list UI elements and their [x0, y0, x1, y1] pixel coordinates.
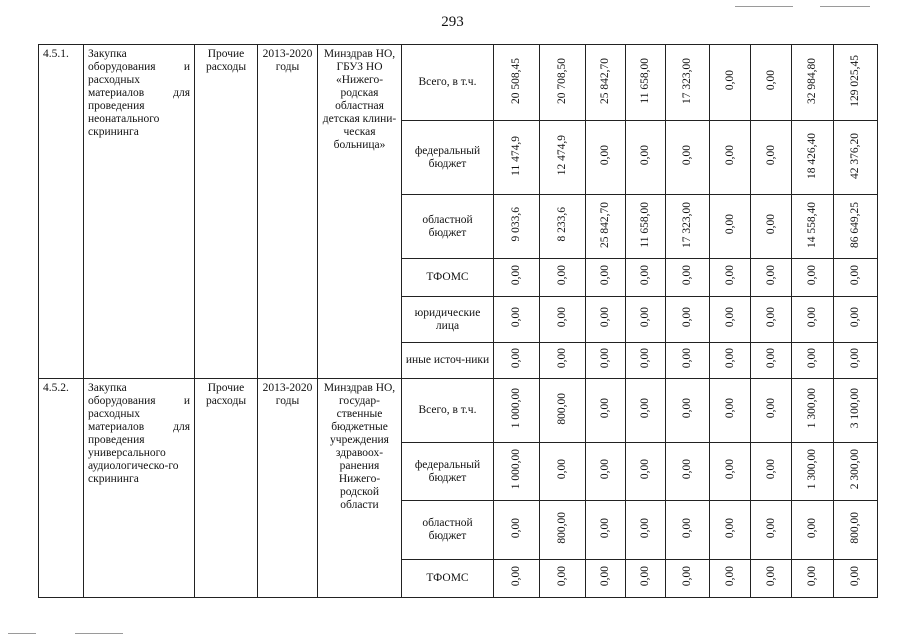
- value-cell: [494, 379, 540, 443]
- value-cell: [710, 443, 751, 501]
- value-cell: [834, 297, 878, 343]
- value-cell: [666, 379, 710, 443]
- value-cell: [666, 259, 710, 297]
- value-text: 0,00: [764, 348, 777, 369]
- executor: Минздрав НО, ГБУЗ НО «Нижего-родская областная детская клини-ческая больница»: [318, 45, 402, 379]
- value-text: 0,00: [764, 459, 777, 480]
- value-text: 25 842,70: [599, 201, 611, 248]
- value-cell: [540, 379, 586, 443]
- value-text: 0,00: [639, 459, 651, 480]
- value-text: 0,00: [681, 307, 693, 328]
- value-text: 1 300,00: [806, 449, 818, 490]
- value-text: 0,00: [723, 214, 736, 235]
- value-text: 0,00: [764, 307, 777, 328]
- scan-line: [820, 6, 870, 7]
- value-text: 0,00: [510, 566, 522, 587]
- funding-source: иные источ-ники: [402, 343, 494, 379]
- value-text: 0,00: [723, 459, 736, 480]
- value-text: 9 033,6: [510, 207, 522, 242]
- value-cell: [751, 259, 792, 297]
- funding-source: федеральный бюджет: [402, 443, 494, 501]
- value-cell: [792, 297, 834, 343]
- value-cell: [626, 297, 666, 343]
- value-text: 11 474,9: [510, 135, 522, 176]
- value-cell: [751, 501, 792, 560]
- value-text: 12 474,9: [556, 135, 568, 176]
- value-text: 0,00: [723, 517, 736, 539]
- value-cell: [666, 443, 710, 501]
- value-cell: [586, 195, 626, 259]
- value-text: 0,00: [681, 145, 693, 166]
- value-text: 0,00: [556, 566, 568, 587]
- value-cell: [834, 343, 878, 379]
- value-cell: [834, 45, 878, 121]
- value-cell: [540, 259, 586, 297]
- value-text: 1 300,00: [806, 388, 818, 429]
- value-text: 0,00: [599, 348, 611, 369]
- value-text: 8 233,6: [556, 207, 568, 242]
- value-text: 0,00: [510, 348, 522, 369]
- funding-source: ТФОМС: [402, 560, 494, 598]
- value-text: 0,00: [639, 145, 651, 166]
- value-text: 0,00: [639, 265, 651, 286]
- value-text: 0,00: [639, 348, 651, 369]
- value-text: 0,00: [639, 398, 651, 419]
- value-cell: [666, 121, 710, 195]
- scan-line: [75, 633, 123, 634]
- value-text: 0,00: [764, 566, 777, 587]
- value-text: 0,00: [510, 517, 522, 539]
- value-cell: [626, 501, 666, 560]
- value-text: 0,00: [764, 145, 777, 166]
- value-text: 0,00: [723, 70, 736, 91]
- value-cell: [626, 195, 666, 259]
- value-cell: [626, 343, 666, 379]
- budget-table: [38, 44, 878, 598]
- value-cell: [834, 560, 878, 598]
- value-cell: [494, 45, 540, 121]
- value-cell: [626, 259, 666, 297]
- value-cell: [540, 560, 586, 598]
- funding-source: ТФОМС: [402, 259, 494, 297]
- value-text: 800,00: [556, 512, 568, 544]
- value-cell: [586, 297, 626, 343]
- value-text: 86 649,25: [849, 201, 861, 248]
- expense-type: Прочие расходы: [195, 379, 258, 598]
- value-text: 17 323,00: [681, 201, 693, 248]
- period-years: 2013-2020 годы: [258, 45, 318, 379]
- value-text: 0,00: [849, 566, 861, 587]
- value-cell: [494, 297, 540, 343]
- funding-source: юридические лица: [402, 297, 494, 343]
- value-cell: [540, 121, 586, 195]
- value-cell: [710, 195, 751, 259]
- value-text: 0,00: [806, 517, 818, 539]
- value-cell: [834, 501, 878, 560]
- value-text: 0,00: [723, 398, 736, 419]
- value-text: 0,00: [723, 348, 736, 369]
- value-text: 0,00: [849, 265, 861, 286]
- value-cell: [710, 343, 751, 379]
- value-text: 0,00: [681, 265, 693, 286]
- value-text: 0,00: [806, 566, 818, 587]
- value-cell: [834, 121, 878, 195]
- executor: Минздрав НО, государ-ственные бюджетные учреждения здравоох-ранения Нижего-родской области: [318, 379, 402, 598]
- expense-type: Прочие расходы: [195, 45, 258, 379]
- table-row: [39, 45, 878, 121]
- value-text: 129 025,45: [849, 54, 861, 107]
- value-cell: [666, 501, 710, 560]
- value-text: 0,00: [681, 566, 693, 587]
- page-number: 293: [441, 14, 464, 30]
- value-text: 0,00: [681, 398, 693, 419]
- value-cell: [494, 259, 540, 297]
- value-text: 0,00: [639, 307, 651, 328]
- value-text: 0,00: [599, 145, 611, 166]
- value-cell: [792, 259, 834, 297]
- item-name: Закупка оборудования и расходных материалов для проведения универсального аудиологическо-го скрининга: [84, 379, 195, 598]
- value-cell: [710, 297, 751, 343]
- value-text: 0,00: [599, 459, 611, 480]
- value-cell: [834, 195, 878, 259]
- value-cell: [494, 560, 540, 598]
- value-text: 0,00: [764, 214, 777, 235]
- funding-source: областной бюджет: [402, 501, 494, 560]
- value-cell: [751, 560, 792, 598]
- value-cell: [710, 379, 751, 443]
- period-years: 2013-2020 годы: [258, 379, 318, 598]
- value-text: 1 000,00: [510, 388, 522, 429]
- value-cell: [666, 560, 710, 598]
- value-cell: [626, 560, 666, 598]
- value-text: 25 842,70: [599, 57, 611, 104]
- value-cell: [834, 443, 878, 501]
- value-text: 800,00: [556, 392, 568, 425]
- value-cell: [494, 501, 540, 560]
- value-cell: [710, 501, 751, 560]
- value-text: 0,00: [723, 307, 736, 328]
- value-text: 0,00: [764, 398, 777, 419]
- value-text: 14 558,40: [806, 201, 818, 248]
- value-text: 0,00: [723, 566, 736, 587]
- value-cell: [540, 443, 586, 501]
- value-cell: [834, 259, 878, 297]
- value-cell: [494, 195, 540, 259]
- value-text: 20 708,50: [556, 57, 568, 104]
- value-text: 0,00: [764, 517, 777, 539]
- value-cell: [751, 121, 792, 195]
- value-cell: [751, 379, 792, 443]
- value-text: 0,00: [599, 265, 611, 286]
- scan-line: [735, 6, 793, 7]
- value-cell: [586, 379, 626, 443]
- value-cell: [626, 121, 666, 195]
- table-row: [39, 379, 878, 443]
- value-cell: [626, 379, 666, 443]
- value-cell: [586, 121, 626, 195]
- value-text: 0,00: [723, 265, 736, 286]
- value-text: 0,00: [510, 265, 522, 286]
- value-cell: [792, 121, 834, 195]
- value-text: 0,00: [723, 145, 736, 166]
- value-cell: [792, 45, 834, 121]
- value-cell: [792, 379, 834, 443]
- value-cell: [792, 560, 834, 598]
- value-cell: [834, 379, 878, 443]
- funding-source: областной бюджет: [402, 195, 494, 259]
- value-text: 0,00: [599, 517, 611, 539]
- funding-source: Всего, в т.ч.: [402, 45, 494, 121]
- value-cell: [586, 443, 626, 501]
- value-cell: [792, 501, 834, 560]
- value-cell: [751, 195, 792, 259]
- value-text: 17 323,00: [681, 57, 693, 104]
- value-text: 11 658,00: [639, 57, 651, 104]
- value-cell: [540, 343, 586, 379]
- value-text: 0,00: [599, 398, 611, 419]
- value-cell: [751, 343, 792, 379]
- value-cell: [666, 195, 710, 259]
- value-cell: [751, 443, 792, 501]
- value-cell: [666, 343, 710, 379]
- value-cell: [792, 443, 834, 501]
- value-text: 20 508,45: [510, 57, 522, 104]
- value-text: 2 300,00: [849, 449, 861, 490]
- value-text: 0,00: [849, 348, 861, 369]
- value-cell: [666, 297, 710, 343]
- value-cell: [586, 560, 626, 598]
- value-cell: [751, 45, 792, 121]
- value-cell: [710, 45, 751, 121]
- value-cell: [540, 297, 586, 343]
- value-text: 0,00: [599, 307, 611, 328]
- value-text: 0,00: [764, 70, 777, 91]
- value-text: 0,00: [556, 459, 568, 480]
- value-cell: [586, 343, 626, 379]
- value-cell: [710, 259, 751, 297]
- value-cell: [586, 501, 626, 560]
- scan-line: [8, 633, 36, 634]
- value-cell: [494, 121, 540, 195]
- value-cell: [626, 45, 666, 121]
- value-cell: [540, 501, 586, 560]
- value-text: 11 658,00: [639, 201, 651, 248]
- value-text: 0,00: [556, 348, 568, 369]
- value-text: 0,00: [599, 566, 611, 587]
- funding-source: Всего, в т.ч.: [402, 379, 494, 443]
- funding-source: федеральный бюджет: [402, 121, 494, 195]
- value-text: 0,00: [806, 348, 818, 369]
- value-cell: [586, 259, 626, 297]
- value-text: 0,00: [510, 307, 522, 328]
- value-cell: [792, 195, 834, 259]
- value-text: 0,00: [681, 517, 693, 539]
- value-text: 0,00: [556, 265, 568, 286]
- value-text: 0,00: [556, 307, 568, 328]
- value-text: 0,00: [849, 307, 861, 328]
- value-text: 800,00: [849, 512, 861, 544]
- value-text: 0,00: [639, 517, 651, 539]
- value-cell: [540, 195, 586, 259]
- value-text: 32 984,80: [806, 57, 818, 104]
- value-text: 0,00: [806, 307, 818, 328]
- value-text: 0,00: [681, 459, 693, 480]
- value-cell: [710, 560, 751, 598]
- value-text: 42 376,20: [849, 132, 861, 179]
- item-name: Закупка оборудования и расходных материалов для проведения неонатального скрининга: [84, 45, 195, 379]
- item-number: 4.5.1.: [39, 45, 84, 379]
- value-text: 0,00: [806, 265, 818, 286]
- value-text: 0,00: [681, 348, 693, 369]
- item-number: 4.5.2.: [39, 379, 84, 598]
- value-cell: [666, 45, 710, 121]
- value-cell: [540, 45, 586, 121]
- value-cell: [751, 297, 792, 343]
- value-cell: [494, 343, 540, 379]
- value-cell: [494, 443, 540, 501]
- value-text: 1 000,00: [510, 449, 522, 490]
- value-cell: [710, 121, 751, 195]
- value-text: 3 100,00: [849, 388, 861, 429]
- value-text: 0,00: [639, 566, 651, 587]
- value-text: 0,00: [764, 265, 777, 286]
- value-text: 18 426,40: [806, 132, 818, 179]
- value-cell: [586, 45, 626, 121]
- value-cell: [626, 443, 666, 501]
- value-cell: [792, 343, 834, 379]
